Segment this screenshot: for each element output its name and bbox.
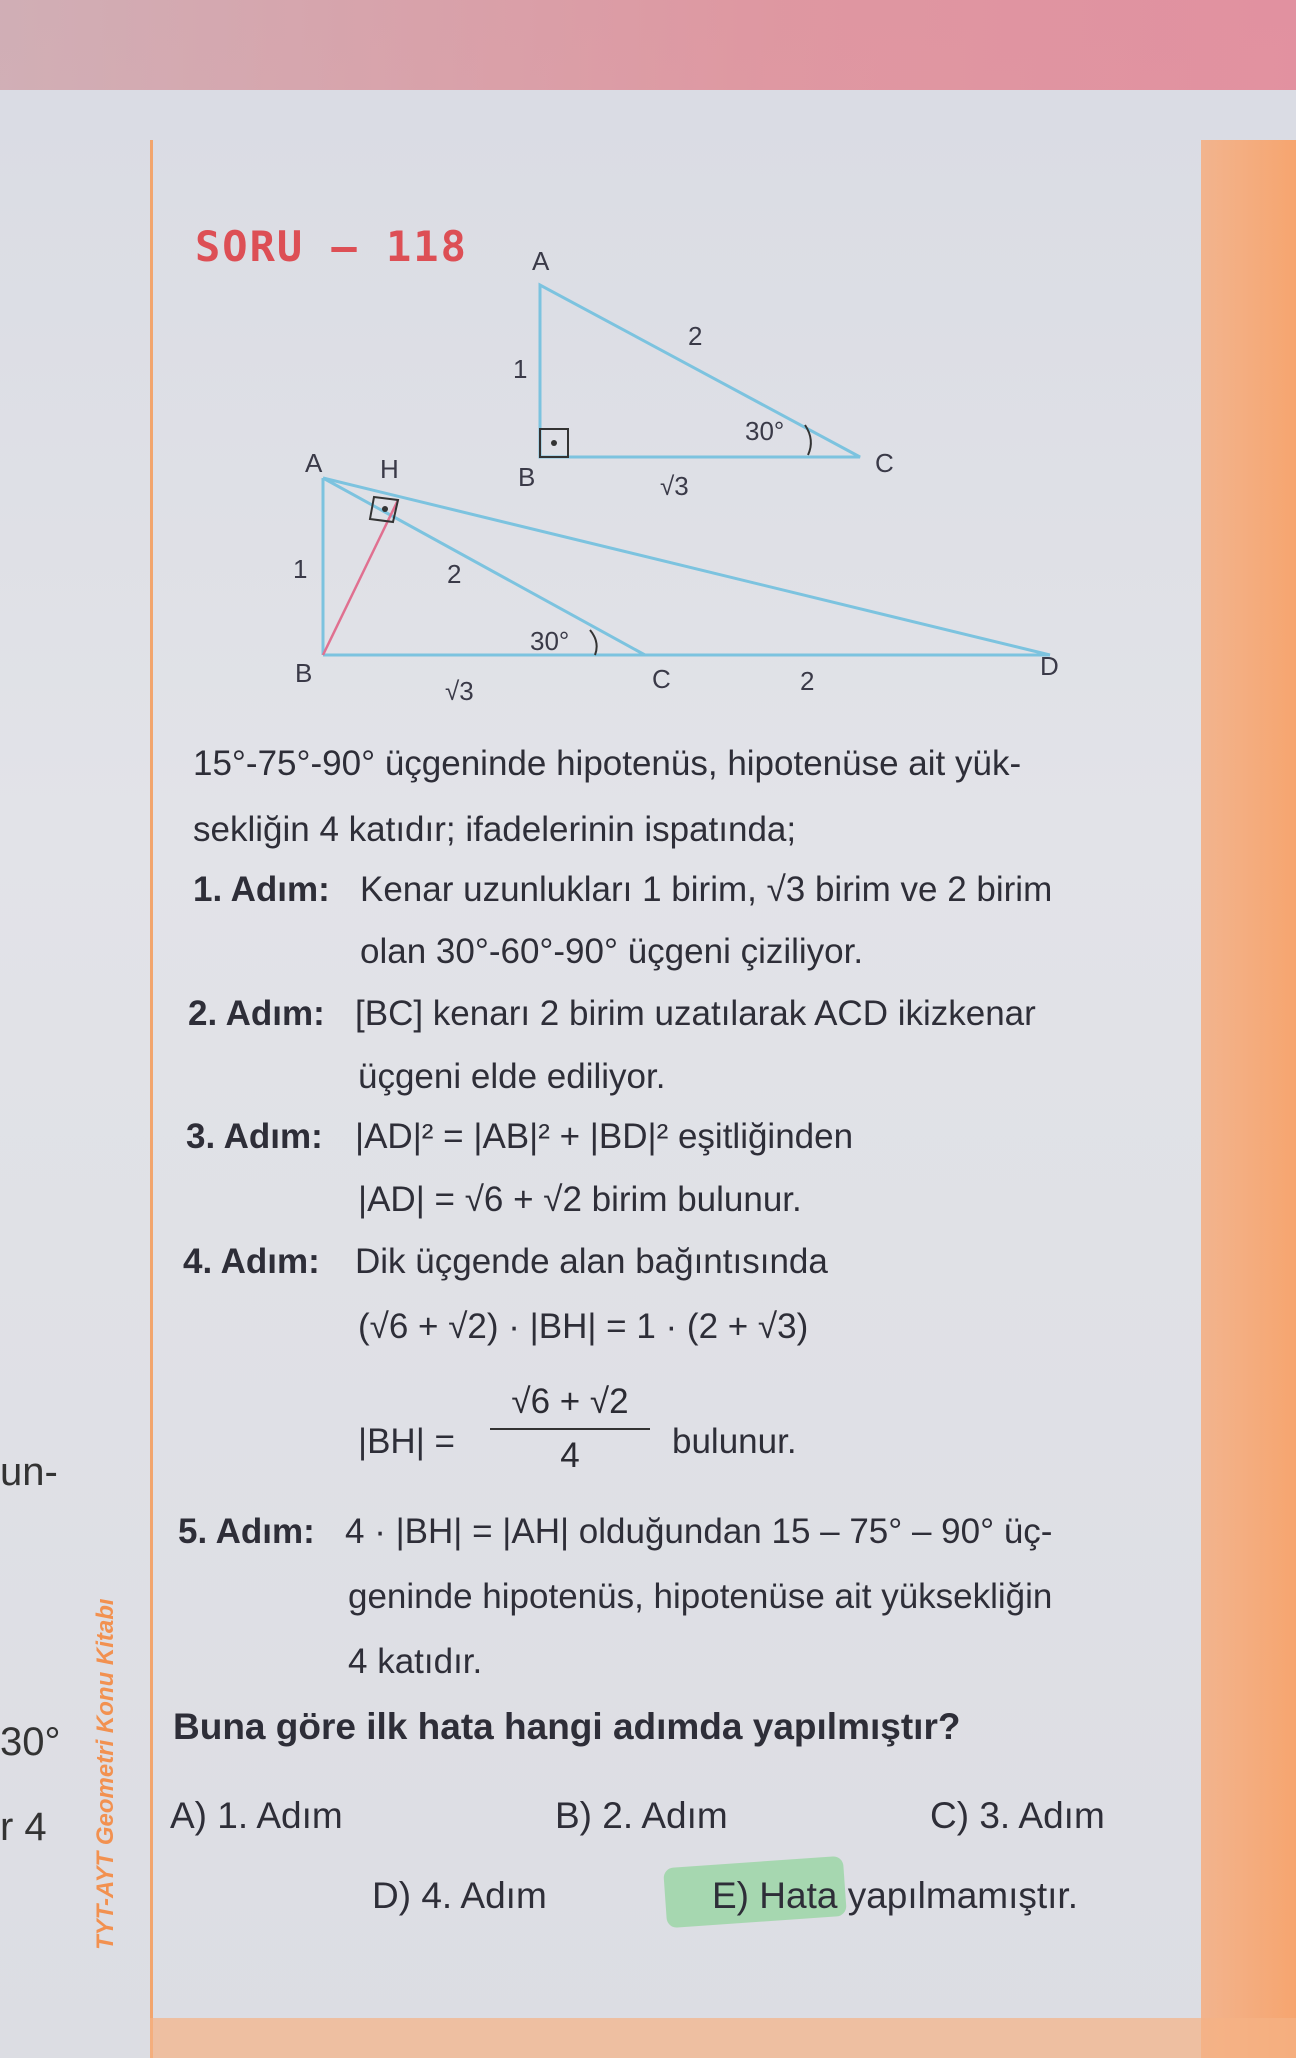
book-side-label: TYT-AYT Geometri Konu Kitabı xyxy=(92,1598,119,1950)
top-vertex-A: A xyxy=(532,246,550,276)
step3-label: 3. Adım: xyxy=(186,1117,323,1156)
fraction-bar xyxy=(490,1428,650,1430)
option-d[interactable]: D) 4. Adım xyxy=(372,1875,547,1916)
fraction-numerator: √6 + √2 xyxy=(511,1382,629,1421)
step5-line-3: 4 katıdır. xyxy=(348,1642,483,1681)
segment-AD xyxy=(323,478,1050,655)
step4-label: 4. Adım: xyxy=(183,1242,320,1281)
step4-line-2: (√6 + √2) · |BH| = 1 · (2 + √3) xyxy=(358,1307,809,1346)
right-angle-dot xyxy=(551,440,557,446)
top-side-BC: √3 xyxy=(660,471,689,501)
step4-fraction xyxy=(490,1382,650,1476)
top-vertex-C: C xyxy=(875,448,894,478)
vertex-H: H xyxy=(380,454,399,484)
side-AC-label: 2 xyxy=(447,559,462,589)
angle-arc xyxy=(590,630,597,655)
top-vertex-B: B xyxy=(518,462,536,492)
altitude-dot xyxy=(382,506,388,512)
question-title: SORU – 118 xyxy=(195,222,468,271)
left-fragment-1: un- xyxy=(0,1450,58,1494)
step2-line-1: [BC] kenarı 2 birim uzatılarak ACD ikizkenar xyxy=(355,994,1036,1033)
altitude-BH xyxy=(323,500,398,655)
left-fragment-2: 30° xyxy=(0,1720,61,1764)
top-side-AB: 1 xyxy=(513,354,528,384)
vertex-B: B xyxy=(295,658,313,688)
vertex-C: C xyxy=(652,664,671,694)
top-triangle-shape xyxy=(540,285,860,457)
side-CD-label: 2 xyxy=(800,666,815,696)
step3-line-2: |AD| = √6 + √2 birim bulunur. xyxy=(358,1180,802,1219)
fraction-denominator: 4 xyxy=(560,1436,580,1475)
step1-label: 1. Adım: xyxy=(193,870,330,909)
step2-line-2: üçgeni elde ediliyor. xyxy=(358,1057,666,1096)
step4-bh-lhs: |BH| = xyxy=(358,1422,455,1461)
intro-line-2: sekliğin 4 katıdır; ifadelerinin ispatında; xyxy=(193,810,797,849)
step5-label: 5. Adım: xyxy=(178,1512,315,1551)
vertex-D: D xyxy=(1040,651,1059,681)
step4-line-1: Dik üçgende alan bağıntısında xyxy=(355,1242,828,1281)
left-fragment-3: r 4 xyxy=(0,1805,47,1849)
option-a[interactable]: A) 1. Adım xyxy=(170,1795,343,1836)
step4-suffix: bulunur. xyxy=(672,1422,797,1461)
vertex-A: A xyxy=(305,448,323,478)
step5-line-1: 4 · |BH| = |AH| olduğundan 15 – 75° – 90° üç- xyxy=(345,1512,1053,1551)
geometry-figures xyxy=(0,0,1296,760)
option-e[interactable]: E) Hata yapılmamıştır. xyxy=(712,1875,1078,1916)
angle-label: 30° xyxy=(530,626,570,656)
question-text: Buna göre ilk hata hangi adımda yapılmıştır? xyxy=(173,1706,961,1747)
step2-label: 2. Adım: xyxy=(188,994,325,1033)
top-angle-label: 30° xyxy=(745,416,785,446)
top-triangle xyxy=(513,246,894,501)
step5-line-2: geninde hipotenüs, hipotenüse ait yüksekliğin xyxy=(348,1577,1053,1616)
side-BC-label: √3 xyxy=(445,676,474,706)
top-side-AC: 2 xyxy=(688,321,703,351)
bottom-orange-band xyxy=(150,2018,1296,2058)
option-c[interactable]: C) 3. Adım xyxy=(930,1795,1105,1836)
step1-line-1: Kenar uzunlukları 1 birim, √3 birim ve 2 birim xyxy=(360,870,1053,909)
step1-line-2: olan 30°-60°-90° üçgeni çiziliyor. xyxy=(360,932,864,971)
side-AB-label: 1 xyxy=(293,554,308,584)
intro-line-1: 15°-75°-90° üçgeninde hipotenüs, hipotenüse ait yük- xyxy=(193,744,1022,783)
segment-AC xyxy=(323,478,645,655)
option-b[interactable]: B) 2. Adım xyxy=(555,1795,728,1836)
step3-line-1: |AD|² = |AB|² + |BD|² eşitliğinden xyxy=(355,1117,854,1156)
